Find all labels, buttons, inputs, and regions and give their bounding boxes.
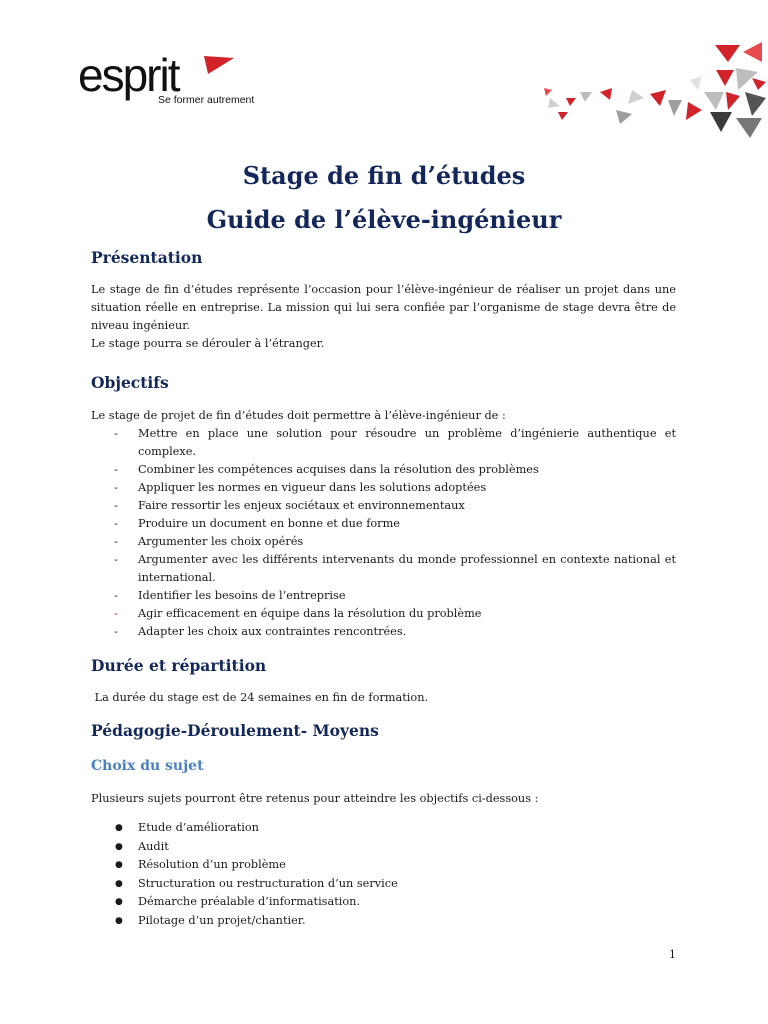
list-item: - Identifier les besoins de l’entreprise: [114, 589, 346, 602]
duree-text: La durée du stage est de 24 semaines en fin de formation.: [91, 691, 429, 704]
objectifs-list: [91, 425, 676, 641]
presentation-abroad-line: Le stage pourra se dérouler à l’étranger.: [91, 337, 325, 350]
document-title: Stage de fin d’études: [242, 161, 526, 190]
esprit-logo: [78, 49, 278, 112]
document-subtitle: Guide de l’élève-ingénieur: [206, 205, 562, 234]
presentation-paragraph: Le stage de fin d’études représente l’occasion pour l’élève-ingénieur de réaliser un projet dans une situation réelle en entreprise. La mission qui lui sera confiée par l’organisme de stage devra être de niveau ingénieur.: [91, 283, 676, 332]
decorative-triangles-icon: [540, 40, 768, 140]
list-item: - Adapter les choix aux contraintes rencontrées.: [114, 625, 407, 638]
subheading-choix-sujet: Choix du sujet: [91, 758, 204, 774]
pedagogie-intro: Plusieurs sujets pourront être retenus pour atteindre les objectifs ci-dessous :: [91, 792, 539, 805]
list-item: - Appliquer les normes en vigueur dans les solutions adoptées: [114, 481, 487, 494]
heading-duree: Durée et répartition: [91, 656, 267, 675]
list-item: - Agir efficacement en équipe dans la résolution du problème: [114, 607, 482, 620]
list-item: ● Audit: [115, 839, 169, 853]
heading-presentation: Présentation: [91, 248, 203, 267]
sujets-list: [91, 819, 676, 931]
logo-wordmark: esprit: [78, 49, 179, 101]
list-item: - Combiner les compétences acquises dans la résolution des problèmes: [114, 463, 539, 476]
heading-objectifs: Objectifs: [91, 373, 169, 392]
heading-pedagogie: Pédagogie-Déroulement- Moyens: [91, 721, 379, 740]
objectifs-intro: Le stage de projet de fin d’études doit permettre à l’élève-ingénieur de :: [91, 409, 506, 422]
list-item: ● Démarche préalable d’informatisation.: [115, 895, 361, 909]
presentation-text: [91, 281, 676, 353]
list-item: - Produire un document en bonne et due forme: [114, 517, 400, 530]
list-item: - Mettre en place une solution pour résoudre un problème d’ingénierie authentique et complexe.: [114, 427, 676, 458]
list-item: ● Structuration ou restructuration d’un service: [115, 876, 398, 890]
page-number: 1: [669, 948, 676, 961]
list-item: - Faire ressortir les enjeux sociétaux et environnementaux: [114, 499, 465, 512]
list-item: - Argumenter avec les différents intervenants du monde professionnel en contexte national et international.: [114, 553, 676, 584]
logo-tagline: Se former autrement: [158, 94, 255, 106]
logo-flag-icon: [202, 54, 236, 76]
list-item: ● Pilotage d’un projet/chantier.: [115, 913, 306, 927]
list-item: ● Résolution d’un problème: [115, 858, 286, 872]
list-item: ● Etude d’amélioration: [115, 821, 259, 834]
list-item: - Argumenter les choix opérés: [114, 535, 304, 548]
